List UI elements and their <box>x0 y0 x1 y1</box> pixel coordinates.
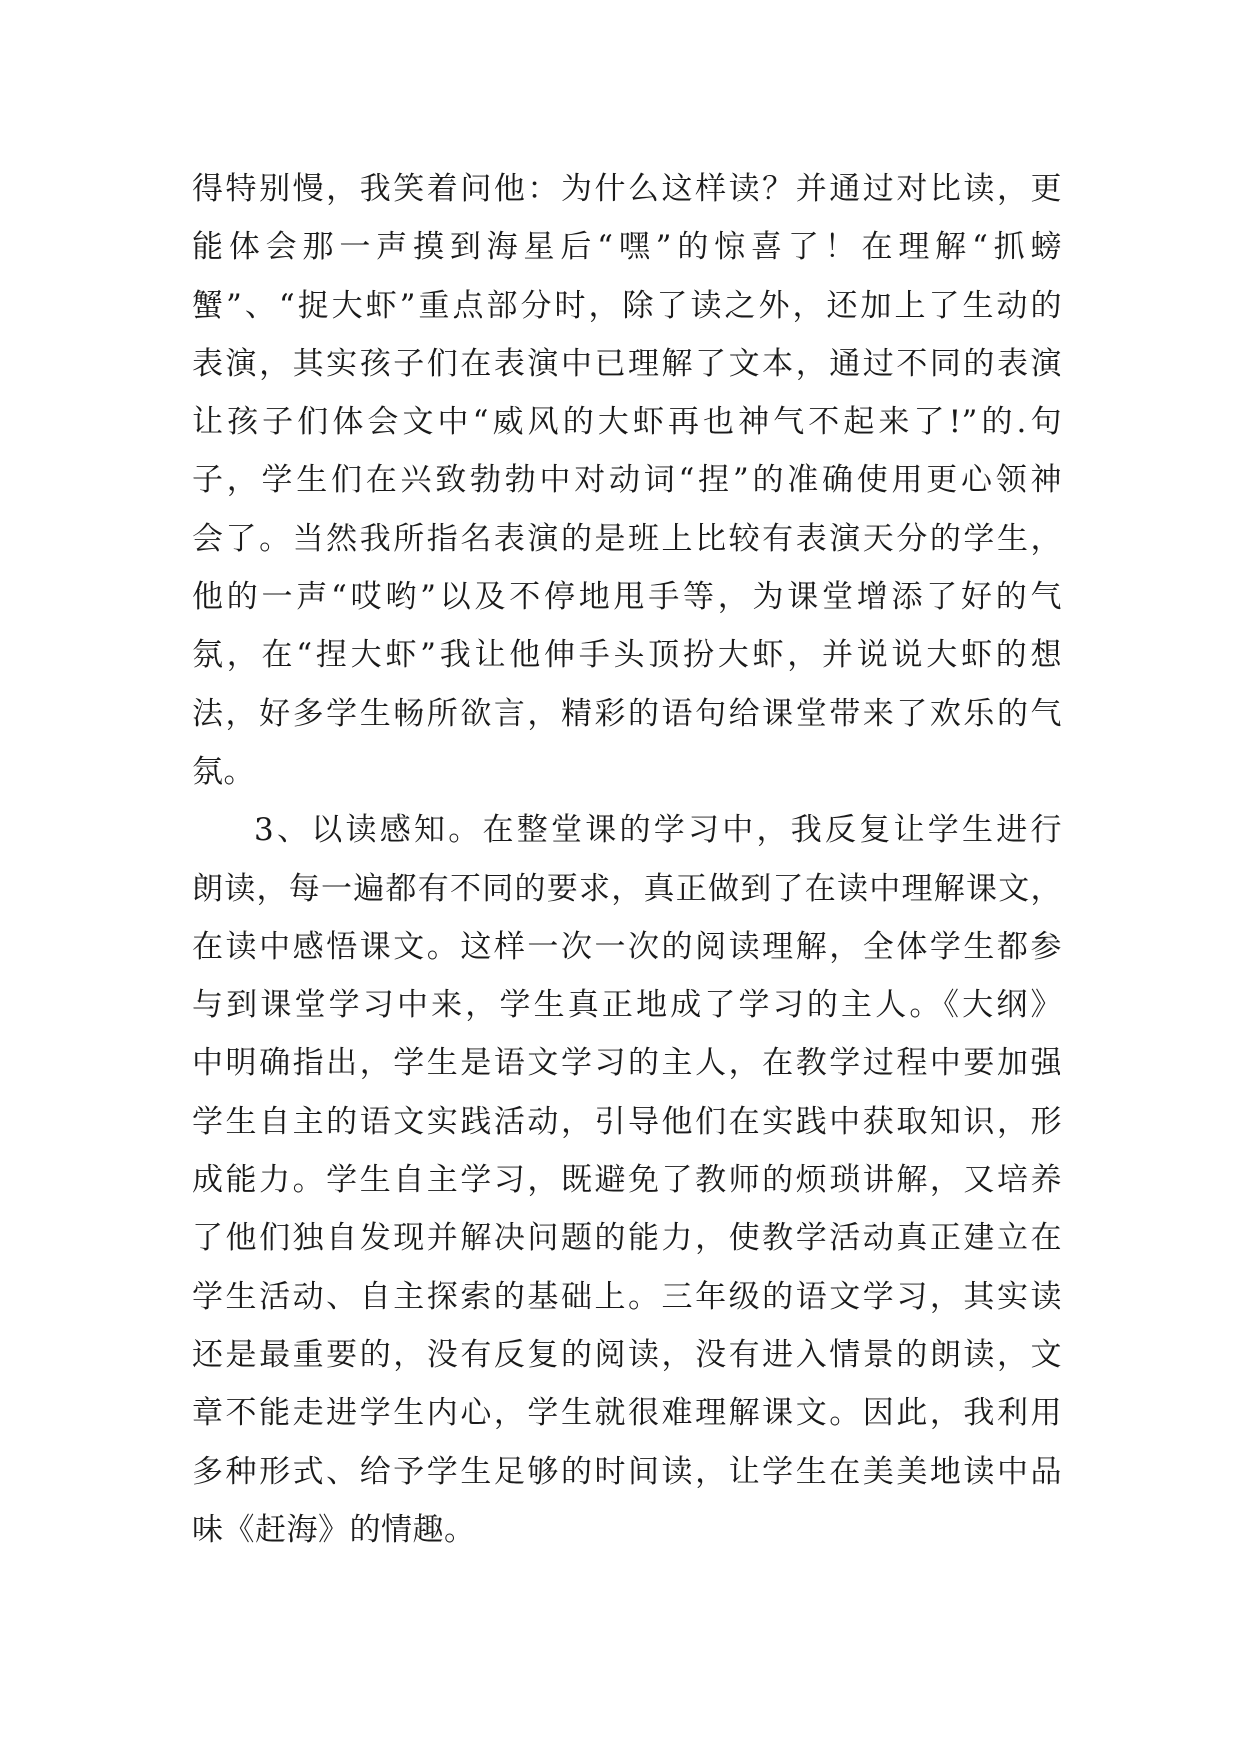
text-line: 中明确指出，学生是语文学习的主人，在教学过程中要加强 <box>192 1045 1062 1082</box>
text-line: 子，学生们在兴致勃勃中对动词“捏”的准确使用更心领神 <box>192 462 1062 499</box>
text-line: 能体会那一声摸到海星后“嘿”的惊喜了！在理解“抓螃 <box>192 229 1062 266</box>
text-line: 朗读，每一遍都有不同的要求，真正做到了在读中理解课文， <box>192 870 1062 907</box>
text-line: 法，好多学生畅所欲言，精彩的语句给课堂带来了欢乐的气 <box>192 695 1062 732</box>
text-line: 与到课堂学习中来，学生真正地成了学习的主人。《大纲》 <box>192 987 1062 1024</box>
text-line: 会了。当然我所指名表演的是班上比较有表演天分的学生， <box>192 520 1062 557</box>
text-line: 3、以读感知。在整堂课的学习中，我反复让学生进行 <box>254 812 1062 849</box>
text-line: 味《赶海》的情趣。 <box>192 1511 476 1548</box>
text-line: 还是最重要的，没有反复的阅读，没有进入情景的朗读，文 <box>192 1336 1062 1373</box>
text-line: 学生自主的语文实践活动，引导他们在实践中获取知识，形 <box>192 1103 1062 1140</box>
text-line: 蟹”、“捉大虾”重点部分时，除了读之外，还加上了生动的 <box>192 287 1062 324</box>
text-line: 得特别慢，我笑着问他：为什么这样读？并通过对比读，更 <box>192 171 1062 207</box>
text-line: 成能力。学生自主学习，既避免了教师的烦琐讲解，又培养 <box>192 1162 1062 1199</box>
text-line: 在读中感悟课文。这样一次一次的阅读理解，全体学生都参 <box>192 928 1062 965</box>
text-line: 章不能走进学生内心，学生就很难理解课文。因此，我利用 <box>192 1395 1062 1432</box>
text-line: 氛，在“捏大虾”我让他伸手头顶扮大虾，并说说大虾的想 <box>192 637 1062 674</box>
text-line: 他的一声“哎哟”以及不停地甩手等，为课堂增添了好的气 <box>192 579 1062 616</box>
text-line: 多种形式、给予学生足够的时间读，让学生在美美地读中品 <box>192 1453 1062 1490</box>
text-line: 表演，其实孩子们在表演中已理解了文本，通过不同的表演 <box>192 345 1062 382</box>
body-text <box>192 160 1062 1559</box>
text-line: 氛。 <box>192 753 255 790</box>
text-line: 让孩子们体会文中“威风的大虾再也神气不起来了!”的.句 <box>192 404 1062 441</box>
text-line: 了他们独自发现并解决问题的能力，使教学活动真正建立在 <box>192 1220 1062 1257</box>
text-line: 学生活动、自主探索的基础上。三年级的语文学习，其实读 <box>192 1278 1062 1315</box>
